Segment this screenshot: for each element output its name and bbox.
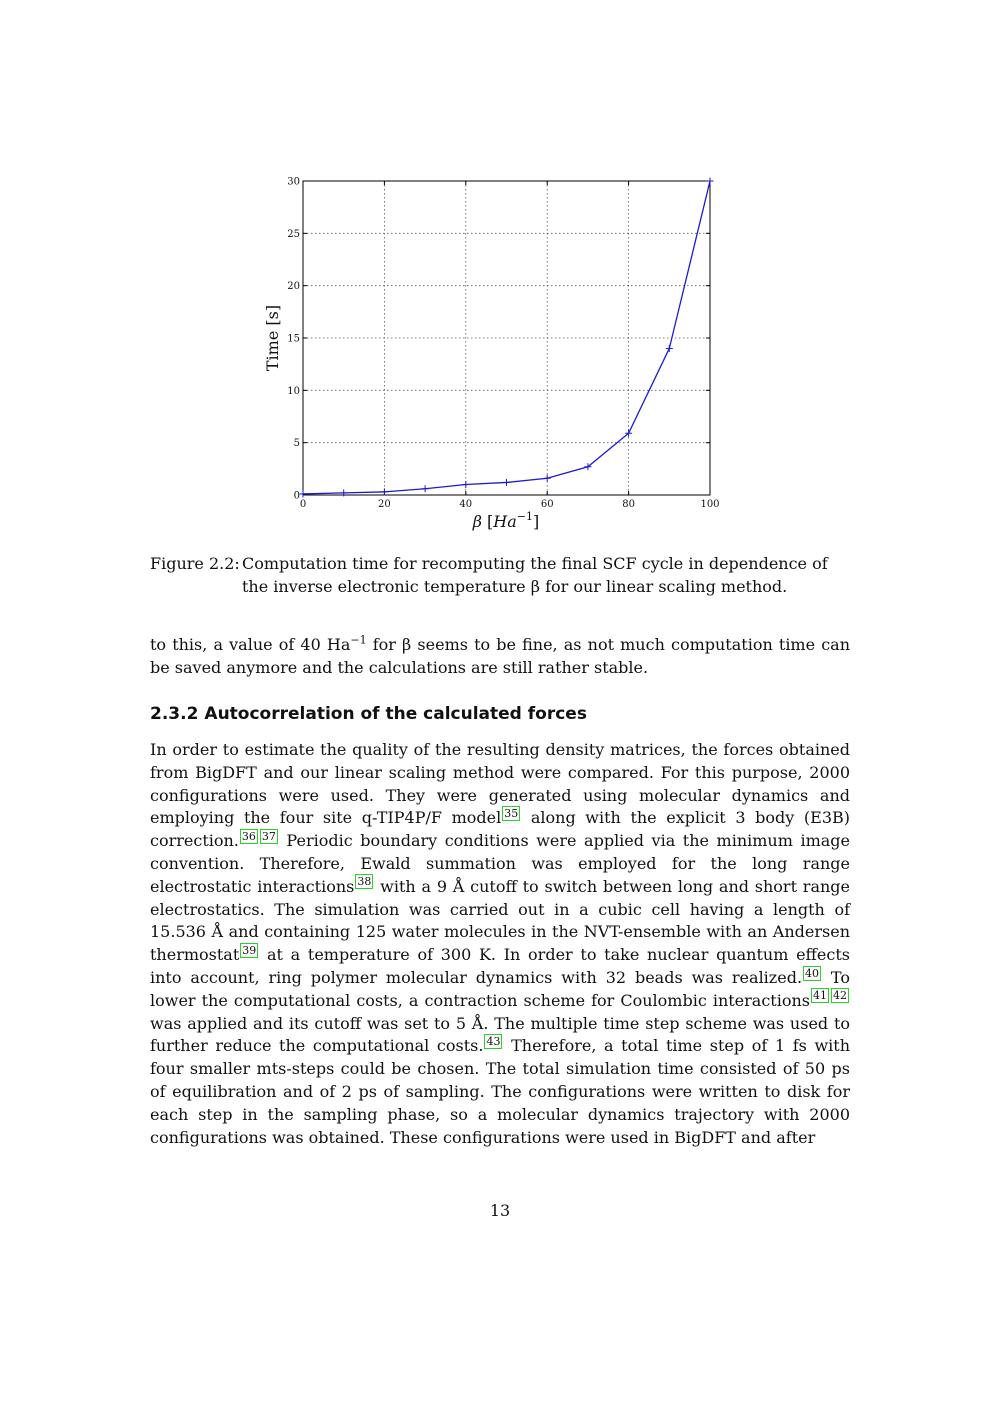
citation-link[interactable]: 38	[357, 875, 372, 889]
y-tick-label: 15	[287, 333, 300, 345]
x-tick-label: 60	[540, 499, 554, 510]
data-point-marker	[300, 490, 307, 497]
caption-label: Figure 2.2:	[150, 554, 240, 573]
citation-link[interactable]: 37	[261, 829, 276, 843]
citation-link[interactable]: 43	[486, 1035, 501, 1049]
x-tick-label: 40	[459, 499, 473, 510]
x-axis-symbol: β	[472, 512, 482, 531]
paragraph-text: Therefore, a total time step of 1 fs with four smaller mts-steps could be chosen. The total simulation time consisted of 50 ps of equilibration and of 2 ps of sampling. The configurations were written to disk for each step in the sampling phase, so a molecular dynamics trajectory with 2000 configurations was obtained. These configurations were used in BigDFT and after	[150, 1036, 851, 1147]
data-point-marker	[666, 345, 673, 352]
y-tick-label: 5	[293, 438, 300, 450]
x-tick-label: 100	[700, 499, 720, 510]
citation-link[interactable]: 36	[241, 829, 256, 843]
paragraph-text: Periodic boundary conditions were applied via the minimum image convention. Therefore, Ewald summation was employed for the long range electrostatic interactions	[150, 831, 850, 896]
caption-text: Computation time for recomputing the final SCF cycle in dependence of the inverse electronic temperature β for our linear scaling method.	[242, 554, 828, 596]
data-point-marker	[462, 481, 469, 488]
x-tick-label: 80	[622, 499, 635, 510]
data-point-marker	[381, 488, 388, 495]
y-tick-label: 0	[293, 490, 300, 502]
figure-caption	[150, 552, 850, 598]
paragraph-text: was applied and its cutoff was set to 5 Å. The multiple time step scheme was used to further reduce the computational costs.	[150, 1013, 850, 1056]
paragraph-autocorrelation	[150, 739, 850, 1149]
paragraph-continuation	[150, 633, 850, 679]
y-tick-label: 25	[287, 228, 300, 240]
grid	[303, 181, 710, 495]
x-tick-label: 0	[299, 499, 307, 510]
time-vs-beta-chart	[250, 165, 750, 545]
data-point-marker	[503, 479, 510, 486]
paragraph-text: to this, a value of 40 Ha	[150, 635, 351, 654]
paragraph-text: at a temperature of 300 K. In order to take nuclear quantum effects into account, ring polymer molecular dynamics with 32 beads was realized.	[150, 945, 850, 987]
paragraph-text: with a 9 Å cutoff to switch between long and short range electrostatics. The simulation was carried out in a cubic cell having a length of 15.536 Å and containing 125 water molecules in the NVT-ensemble with an Andersen thermostat	[150, 876, 851, 965]
section-title: Autocorrelation of the calculated forces	[204, 704, 587, 724]
y-tick-label: 10	[287, 385, 300, 397]
page-number: 13	[489, 1201, 511, 1220]
paragraph-text: To lower the computational costs, a contraction scheme for Coulombic interactions	[150, 967, 850, 1010]
x-axis-unit-exp: −1	[516, 510, 534, 523]
y-axis-label: Time [s]	[263, 304, 282, 372]
x-axis-label: β $[Ha^{-1}]$	[472, 510, 540, 531]
y-tick-label: 30	[287, 176, 300, 188]
paragraph-text: In order to estimate the quality of the resulting density matrices, the forces obtained from BigDFT and our linear scaling method were compared. For this purpose, 2000 configurations were used. They were generated using molecular dynamics and employing the four site q-TIP4P/F model	[150, 740, 850, 828]
citation-link[interactable]: 41	[813, 989, 827, 1003]
figure-2-2	[250, 165, 750, 545]
citation-link[interactable]: 42	[833, 989, 847, 1003]
series-line	[303, 181, 710, 494]
data-point-marker	[707, 178, 714, 185]
axis-ticks	[287, 177, 719, 511]
data-point-marker	[422, 485, 429, 492]
x-axis-unit: Ha	[493, 512, 517, 531]
paragraph-text: for β seems to be fine, as not much computation time can be saved anymore and the calculations are still rather stable.	[150, 635, 850, 677]
citation-link[interactable]: 39	[242, 943, 257, 957]
data-point-marker	[544, 475, 551, 482]
citation-link[interactable]: 35	[504, 807, 519, 821]
section-number: 2.3.2	[150, 704, 199, 724]
y-tick-label: 20	[287, 281, 300, 293]
series-time	[300, 178, 714, 498]
paragraph-text: along with the explicit 3 body (E3B) correction.	[150, 808, 850, 851]
citation-link[interactable]: 40	[805, 966, 820, 980]
section-heading	[150, 704, 850, 724]
superscript: −1	[350, 633, 367, 647]
x-tick-label: 20	[378, 499, 391, 510]
